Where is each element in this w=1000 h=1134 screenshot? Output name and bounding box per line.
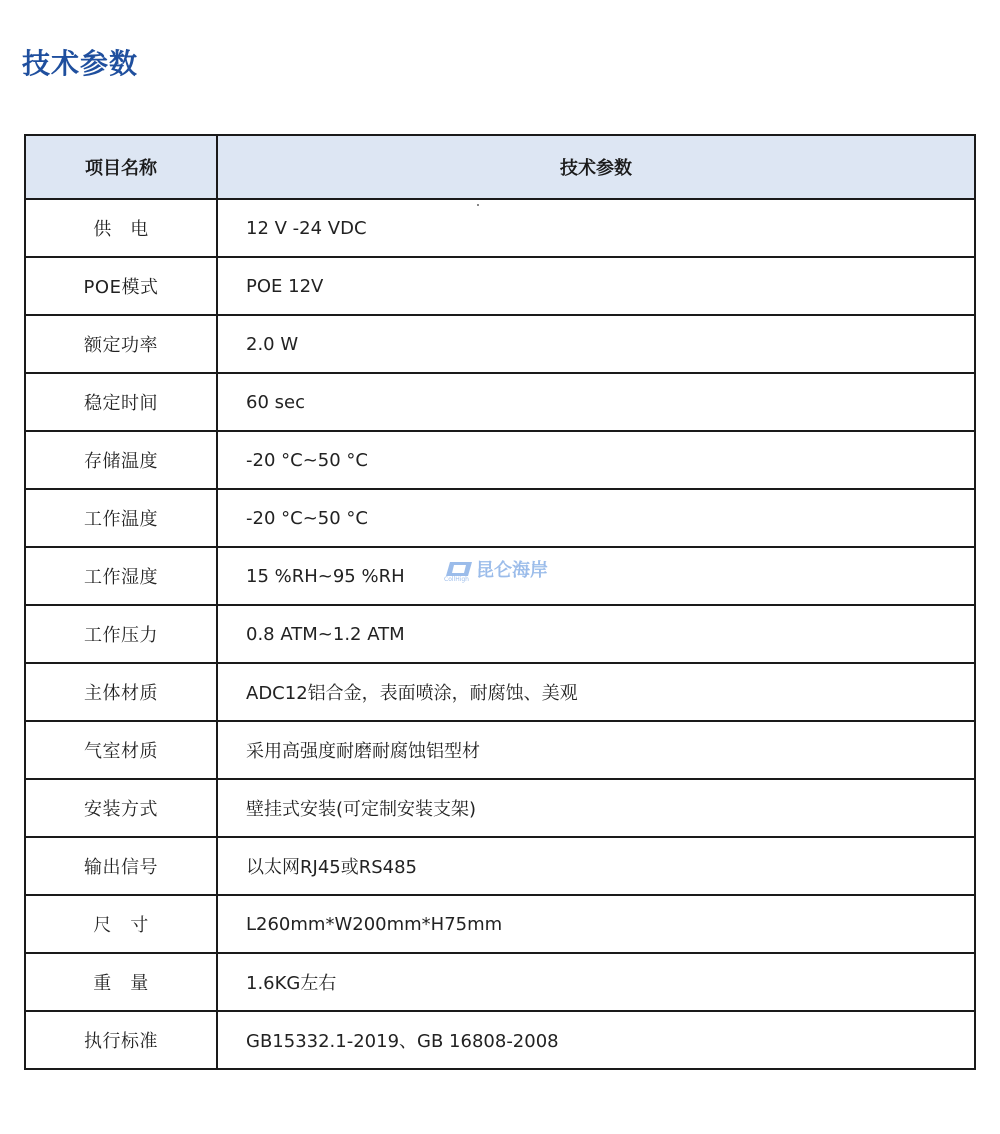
- table-row: [25, 315, 975, 373]
- table-row: [25, 663, 975, 721]
- table-row: [25, 895, 975, 953]
- row-name: 执行标准: [25, 1011, 217, 1069]
- row-value: -20 °C~50 °C: [217, 431, 975, 489]
- row-value: 0.8 ATM~1.2 ATM: [217, 605, 975, 663]
- row-value: ADC12铝合金，表面喷涂，耐腐蚀、美观: [217, 663, 975, 721]
- table-header-row: [25, 135, 975, 199]
- table-row: [25, 547, 975, 605]
- row-value: 12 V -24 VDC: [217, 199, 975, 257]
- table-row: [25, 1011, 975, 1069]
- row-name: 气室材质: [25, 721, 217, 779]
- row-name: 安装方式: [25, 779, 217, 837]
- row-name: 工作温度: [25, 489, 217, 547]
- dot-mark: [477, 204, 479, 206]
- row-name: 稳定时间: [25, 373, 217, 431]
- row-value: GB15332.1-2019、GB 16808-2008: [217, 1011, 975, 1069]
- page-title: 技术参数: [22, 47, 139, 80]
- row-value: 60 sec: [217, 373, 975, 431]
- row-value: 壁挂式安装(可定制安装支架): [217, 779, 975, 837]
- row-name: 重 量: [25, 953, 217, 1011]
- table-row: [25, 779, 975, 837]
- row-name: 额定功率: [25, 315, 217, 373]
- row-name: 工作湿度: [25, 547, 217, 605]
- table-row: [25, 199, 975, 257]
- watermark-sub: CollHigh: [444, 576, 469, 583]
- header-name: 项目名称: [25, 135, 217, 199]
- table-row: [25, 489, 975, 547]
- row-name: 供 电: [25, 199, 217, 257]
- row-name: 输出信号: [25, 837, 217, 895]
- header-value: 技术参数: [217, 135, 975, 199]
- row-value: 以太网RJ45或RS485: [217, 837, 975, 895]
- table-row: [25, 373, 975, 431]
- row-name: 工作压力: [25, 605, 217, 663]
- row-value: 2.0 W: [217, 315, 975, 373]
- row-value: L260mm*W200mm*H75mm: [217, 895, 975, 953]
- row-value: POE 12V: [217, 257, 975, 315]
- row-name: 主体材质: [25, 663, 217, 721]
- table-row: [25, 257, 975, 315]
- row-name: POE模式: [25, 257, 217, 315]
- table-row: [25, 431, 975, 489]
- watermark-text: 昆仑海岸: [476, 560, 548, 581]
- table-row: [25, 837, 975, 895]
- row-value: 1.6KG左右: [217, 953, 975, 1011]
- row-name: 尺 寸: [25, 895, 217, 953]
- table-row: [25, 605, 975, 663]
- row-value: 15 %RH~95 %RH: [217, 547, 975, 605]
- row-name: 存储温度: [25, 431, 217, 489]
- table-row: [25, 953, 975, 1011]
- row-value: 采用高强度耐磨耐腐蚀铝型材: [217, 721, 975, 779]
- spec-table: [24, 134, 976, 1070]
- table-row: [25, 721, 975, 779]
- row-value: -20 °C~50 °C: [217, 489, 975, 547]
